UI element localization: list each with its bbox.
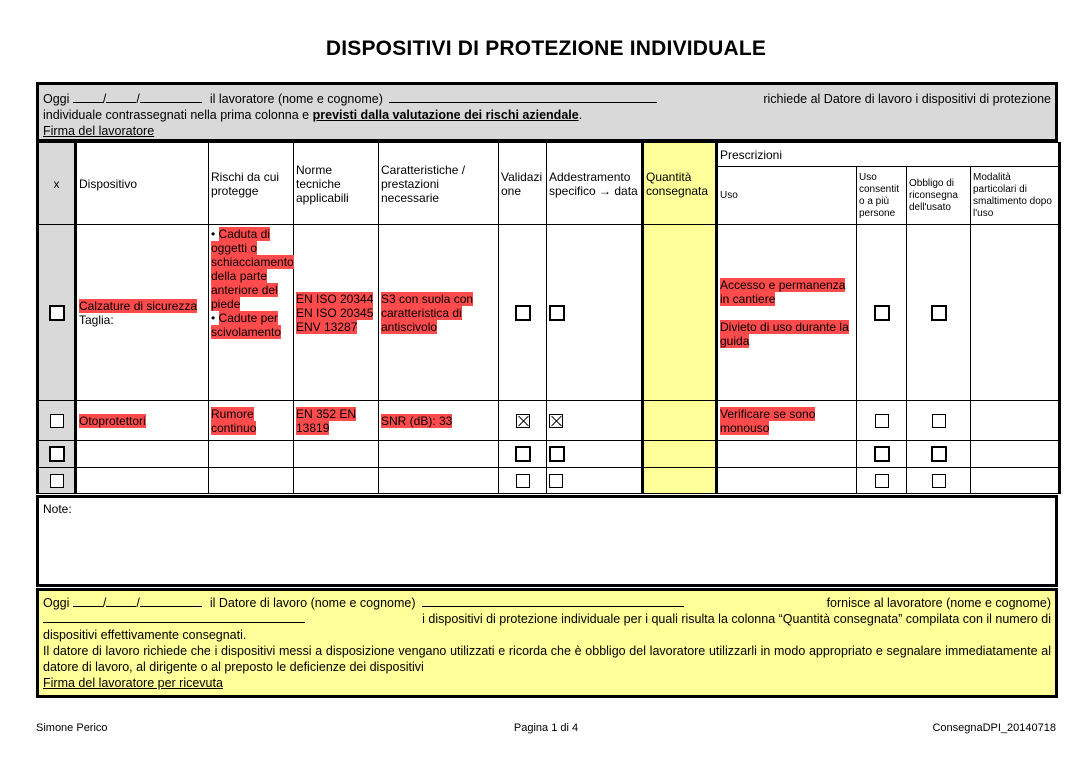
header-caratteristiche: Caratteristiche / prestazioni necessarie bbox=[379, 143, 499, 225]
rischio-text: Rumore continuo bbox=[211, 406, 257, 435]
date-month-field[interactable] bbox=[106, 91, 136, 103]
header-modalita: Modalità particolari di smaltimento dopo l'uso bbox=[971, 167, 1060, 225]
validazione-checkbox[interactable] bbox=[515, 446, 531, 462]
obbligo-checkbox[interactable] bbox=[931, 305, 947, 321]
header-quantita: Quantità consegnata bbox=[643, 143, 717, 225]
uso-consentito-checkbox[interactable] bbox=[874, 446, 890, 462]
select-checkbox[interactable] bbox=[50, 474, 64, 488]
table-row bbox=[38, 401, 1060, 441]
validazione-checkbox[interactable] bbox=[516, 474, 530, 488]
dispositivo-name: Otoprotettori bbox=[79, 413, 146, 428]
header-validazione: Validazi one bbox=[499, 143, 547, 225]
delivery-text: i dispositivi di protezione individuale per i quali risulta la colonna “Quantità consegnata” compilata con il numero di bbox=[422, 612, 1051, 626]
quantita-cell[interactable] bbox=[643, 441, 717, 468]
header-addestramento: Addestramento specifico → data bbox=[547, 143, 643, 225]
addestramento-checkbox[interactable] bbox=[549, 474, 563, 488]
date-day-field[interactable] bbox=[73, 595, 103, 607]
addestramento-checkbox[interactable] bbox=[549, 414, 563, 428]
lavoratore-label: il lavoratore (nome e cognome) bbox=[209, 92, 383, 106]
footer-page: Pagina 1 di 4 bbox=[513, 722, 579, 734]
dispositivo-name: Calzature di sicurezza bbox=[79, 298, 198, 313]
header-x: x bbox=[38, 143, 76, 225]
datore-label: il Datore di lavoro (nome e cognome) bbox=[209, 596, 416, 610]
table-row bbox=[38, 468, 1060, 494]
date-year-field[interactable] bbox=[140, 595, 202, 607]
page-title: DISPOSITIVI DI PROTEZIONE INDIVIDUALE bbox=[325, 37, 767, 60]
quantita-cell[interactable] bbox=[643, 225, 717, 401]
header-uso: Uso bbox=[717, 167, 857, 225]
obbligo-checkbox[interactable] bbox=[932, 414, 946, 428]
obbligo-checkbox[interactable] bbox=[931, 446, 947, 462]
note-section[interactable] bbox=[36, 495, 1058, 587]
quantita-cell[interactable] bbox=[643, 468, 717, 494]
date-year-field[interactable] bbox=[140, 91, 202, 103]
datore-name-field[interactable] bbox=[422, 595, 684, 607]
delivery-text: dispositivi effettivamente consegnati. bbox=[43, 628, 247, 642]
date-month-field[interactable] bbox=[106, 595, 136, 607]
addestramento-checkbox[interactable] bbox=[549, 446, 565, 462]
validazione-checkbox[interactable] bbox=[516, 414, 530, 428]
uso-consentito-checkbox[interactable] bbox=[874, 305, 890, 321]
footer-code: ConsegnaDPI_20140718 bbox=[932, 722, 1056, 734]
caratteristiche-text: SNR (dB): 33 bbox=[381, 413, 453, 428]
table-row: Calzature di sicurezza Taglia: • Caduta di oggetti o schiacciamento della parte anteriore del piede • Cadute per scivolamento EN ISO 20344 EN ISO 20345 ENV 13287 S3 con suola con caratteristica di antiscivolo Accesso e permanenza in cantiere Divieto di uso durante la guida bbox=[38, 225, 1060, 401]
validazione-checkbox[interactable] bbox=[515, 305, 531, 321]
fornisce-text: fornisce al lavoratore (nome e cognome) bbox=[826, 596, 1051, 610]
request-section: Oggi / / il lavoratore (nome e cognome) richiede al Datore di lavoro i dispositivi di protezione individuale contrassegnati nella prima colonna e previsti dalla valutazione dei rischi aziendale. Firma del lavoratore bbox=[36, 82, 1058, 142]
header-prescrizioni: Prescrizioni bbox=[717, 143, 1060, 167]
select-checkbox[interactable] bbox=[50, 414, 64, 428]
header-norme: Norme tecniche applicabili bbox=[294, 143, 379, 225]
taglia-label: Taglia: bbox=[79, 312, 114, 327]
delivery-section: Oggi / / il Datore di lavoro (nome e cognome) fornisce al lavoratore (nome e cognome) i dispositivi di protezione individuale per i quali risulta la colonna “Quantità consegnata” compilata con il numero di dispositivi effettivamente consegnati. Il datore di lavoro richiede che i dispositivi messi a disposizione vengano utilizzati e ricorda che è obbligo del lavoratore utilizzarli in modo appropriato e segnalare immediatamente al datore di lavoro, al dirigente o al preposto le deficienze dei dispositivi Firma del lavoratore per ricevuta bbox=[36, 588, 1058, 698]
oggi-label: Oggi bbox=[43, 596, 70, 610]
richiede-text: richiede al Datore di lavoro i dispositivi di protezione bbox=[763, 92, 1051, 106]
date-day-field[interactable] bbox=[73, 91, 103, 103]
dpi-table bbox=[36, 142, 1061, 494]
obligation-text: Il datore di lavoro richiede che i dispositivi messi a disposizione vengano utilizzati e ricorda che è obbligo del lavoratore utilizzarli in modo appropriato e segnalare immediatamente al datore di lavoro, al dirigente o al preposto le deficienze dei dispositivi bbox=[43, 644, 1051, 674]
lavoratore-name-field[interactable] bbox=[43, 611, 305, 623]
norme-text: EN ISO 20344 EN ISO 20345 ENV 13287 bbox=[296, 291, 374, 334]
header-rischi: Rischi da cui protegge bbox=[209, 143, 294, 225]
uso-consentito-checkbox[interactable] bbox=[875, 474, 889, 488]
uso-consentito-checkbox[interactable] bbox=[875, 414, 889, 428]
rischio-text: Cadute per scivolamento bbox=[211, 311, 282, 339]
header-uso-consentito: Uso consentit o a più persone bbox=[857, 167, 907, 225]
select-checkbox[interactable] bbox=[49, 446, 65, 462]
quantita-cell[interactable] bbox=[643, 401, 717, 441]
request-emphasis: previsti dalla valutazione dei rischi aziendale bbox=[312, 108, 579, 122]
firma-lavoratore: Firma del lavoratore bbox=[43, 124, 155, 138]
uso-text: Verificare se sono monouso bbox=[720, 406, 816, 435]
table-row bbox=[38, 441, 1060, 468]
header-obbligo: Obbligo di riconsegna dell'usato bbox=[907, 167, 971, 225]
select-checkbox[interactable] bbox=[49, 305, 65, 321]
note-label: Note: bbox=[43, 502, 72, 516]
norme-text: EN 352 EN 13819 bbox=[296, 406, 357, 435]
uso-text: Divieto di uso durante la guida bbox=[720, 319, 849, 348]
caratteristiche-text: S3 con suola con caratteristica di antiscivolo bbox=[381, 291, 474, 334]
lavoratore-name-field[interactable] bbox=[389, 91, 657, 103]
addestramento-checkbox[interactable] bbox=[549, 305, 565, 321]
uso-text: Accesso e permanenza in cantiere bbox=[720, 277, 846, 306]
firma-ricevuta: Firma del lavoratore per ricevuta bbox=[43, 676, 223, 690]
obbligo-checkbox[interactable] bbox=[932, 474, 946, 488]
rischio-text: Caduta di oggetti o schiacciamento della parte anteriore del piede bbox=[211, 227, 294, 311]
header-dispositivo: Dispositivo bbox=[76, 143, 209, 225]
request-text: individuale contrassegnati nella prima colonna e bbox=[43, 108, 310, 122]
oggi-label: Oggi bbox=[43, 92, 70, 106]
footer-author: Simone Perico bbox=[36, 722, 108, 734]
